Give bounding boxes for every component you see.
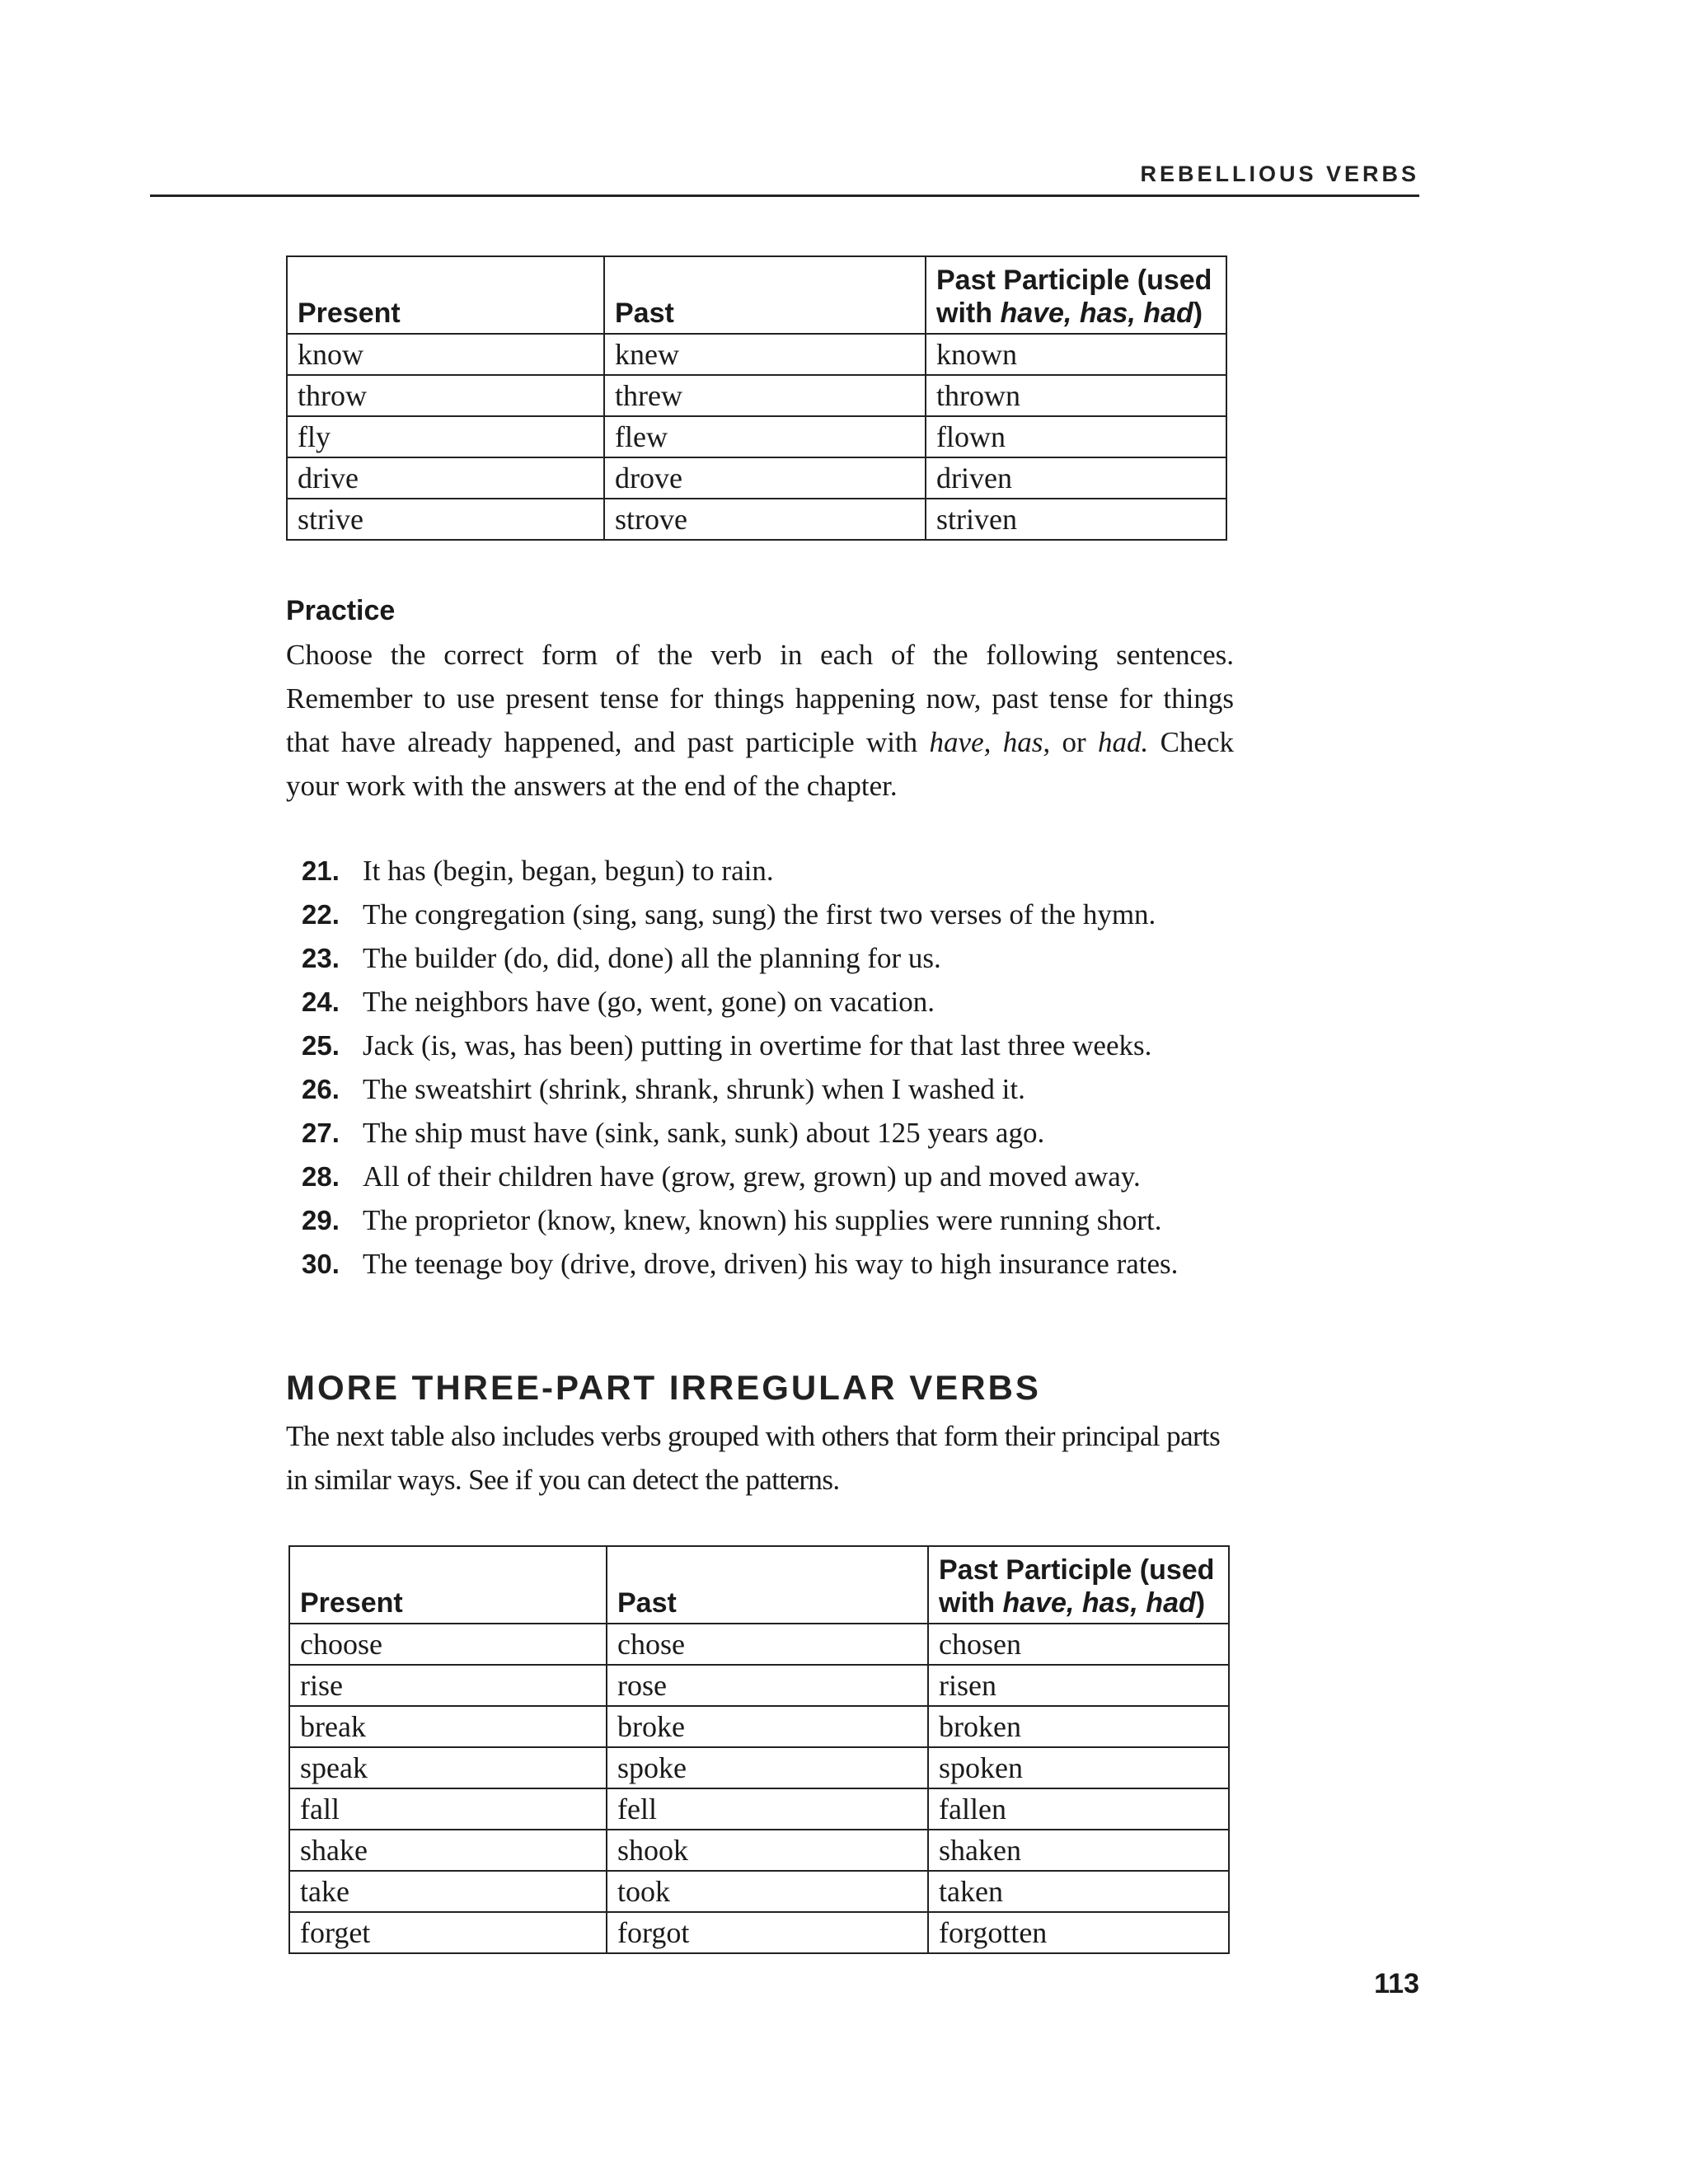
cell-past: shook [607,1830,928,1871]
cell-present: rise [289,1665,607,1706]
list-item [302,1155,1291,1198]
item-number: 26. [302,1074,340,1104]
cell-past: forgot [607,1912,928,1953]
item-text: The sweatshirt (shrink, shrank, shrunk) when I washed it. [363,1073,1025,1105]
cell-participle: chosen [928,1624,1229,1665]
practice-instructions [286,633,1234,808]
table-row [289,1706,1229,1747]
cell-past: took [607,1871,928,1912]
table-row [289,1871,1229,1912]
item-number: 21. [302,855,340,886]
header-participle-verbs: have, has, had [1002,1587,1196,1619]
list-item [302,936,1291,980]
header-past: Past [604,256,926,334]
cell-present: choose [289,1624,607,1665]
cell-present: fly [287,416,604,457]
table-row [287,499,1226,540]
item-number: 28. [302,1161,340,1192]
cell-participle: forgotten [928,1912,1229,1953]
table-row [289,1624,1229,1665]
cell-participle: fallen [928,1788,1229,1830]
table-row [289,1912,1229,1953]
cell-participle: driven [926,457,1226,499]
cell-present: know [287,334,604,375]
table-header-row [287,256,1226,334]
practice-list [302,849,1291,1286]
cell-past: broke [607,1706,928,1747]
item-text: The builder (do, did, done) all the planning for us. [363,942,941,974]
cell-participle: thrown [926,375,1226,416]
item-number: 24. [302,987,340,1017]
item-text: The proprietor (know, knew, known) his supplies were running short. [363,1204,1162,1236]
cell-present: break [289,1706,607,1747]
cell-past: drove [604,457,926,499]
section-intro: The next table also includes verbs grouped with others that form their principal parts in similar ways. See if you can detect the patterns. [286,1420,1221,1496]
item-number: 29. [302,1205,340,1235]
table-row [287,416,1226,457]
cell-participle: shaken [928,1830,1229,1871]
cell-participle: striven [926,499,1226,540]
cell-participle: spoken [928,1747,1229,1788]
cell-present: forget [289,1912,607,1953]
instructions-emph-2: had. [1097,726,1149,758]
cell-participle: risen [928,1665,1229,1706]
list-item [302,1111,1291,1155]
cell-present: take [289,1871,607,1912]
header-participle-prefix: Past Participle (used with [936,265,1212,329]
list-item [302,1067,1291,1111]
item-text: The teenage boy (drive, drove, driven) his way to high insurance rates. [363,1248,1179,1280]
table-row [287,457,1226,499]
header-participle-prefix: Past Participle (used with [939,1554,1215,1619]
header-participle-suffix: ) [1195,1587,1206,1619]
table-row [289,1830,1229,1871]
cell-past: flew [604,416,926,457]
item-text: The ship must have (sink, sank, sunk) about 125 years ago. [363,1117,1045,1149]
header-present: Present [287,256,604,334]
header-past: Past [607,1546,928,1624]
page-number: 113 [1374,1968,1419,1999]
item-number: 25. [302,1030,340,1061]
cell-past: threw [604,375,926,416]
cell-participle: taken [928,1871,1229,1912]
list-item [302,1242,1291,1286]
cell-past: strove [604,499,926,540]
list-item [302,849,1291,893]
cell-present: throw [287,375,604,416]
cell-past: fell [607,1788,928,1830]
list-item [302,893,1291,936]
list-item [302,1198,1291,1242]
cell-past: knew [604,334,926,375]
item-number: 22. [302,899,340,930]
header-present: Present [289,1546,607,1624]
item-text: All of their children have (grow, grew, grown) up and moved away. [363,1160,1141,1193]
header-past-participle [926,256,1226,334]
table-row [287,375,1226,416]
table-row [287,334,1226,375]
cell-participle: known [926,334,1226,375]
table2-body [289,1624,1229,1953]
verb-table-2 [288,1545,1230,1954]
cell-past: spoke [607,1747,928,1788]
table-row [289,1788,1229,1830]
cell-participle: flown [926,416,1226,457]
instructions-part-1: Choose the correct form of the verb in each of the following sentences. Remember to use present tense for things happening now, past tense for things that have already happened, and past participle with [286,639,1234,758]
item-text: The congregation (sing, sang, sung) the first two verses of the hymn. [363,898,1156,930]
item-text: It has (begin, began, begun) to rain. [363,855,774,887]
section-heading: MORE THREE-PART IRREGULAR VERBS [286,1368,1041,1407]
table-row [289,1747,1229,1788]
table-row [289,1665,1229,1706]
verb-table-1 [286,255,1227,541]
cell-past: rose [607,1665,928,1706]
cell-past: chose [607,1624,928,1665]
cell-present: shake [289,1830,607,1871]
header-participle-verbs: have, has, had [1000,298,1193,329]
instructions-part-3: Check your work with the answers at the end of the chapter. [286,726,1234,802]
running-head: REBELLIOUS VERBS [1140,162,1419,186]
cell-present: strive [287,499,604,540]
cell-present: speak [289,1747,607,1788]
list-item [302,980,1291,1024]
instructions-part-2: or [1050,726,1098,758]
cell-participle: broken [928,1706,1229,1747]
practice-heading: Practice [286,595,396,626]
instructions-emph-1: have, has, [929,726,1051,758]
cell-present: fall [289,1788,607,1830]
table-header-row [289,1546,1229,1624]
header-past-participle [928,1546,1229,1624]
item-number: 27. [302,1118,340,1148]
item-text: The neighbors have (go, went, gone) on vacation. [363,986,935,1018]
list-item [302,1024,1291,1067]
header-rule [150,194,1419,197]
header-participle-suffix: ) [1193,298,1203,329]
item-text: Jack (is, was, has been) putting in overtime for that last three weeks. [363,1029,1152,1062]
item-number: 30. [302,1249,340,1279]
item-number: 23. [302,943,340,973]
cell-present: drive [287,457,604,499]
table1-body [287,334,1226,540]
